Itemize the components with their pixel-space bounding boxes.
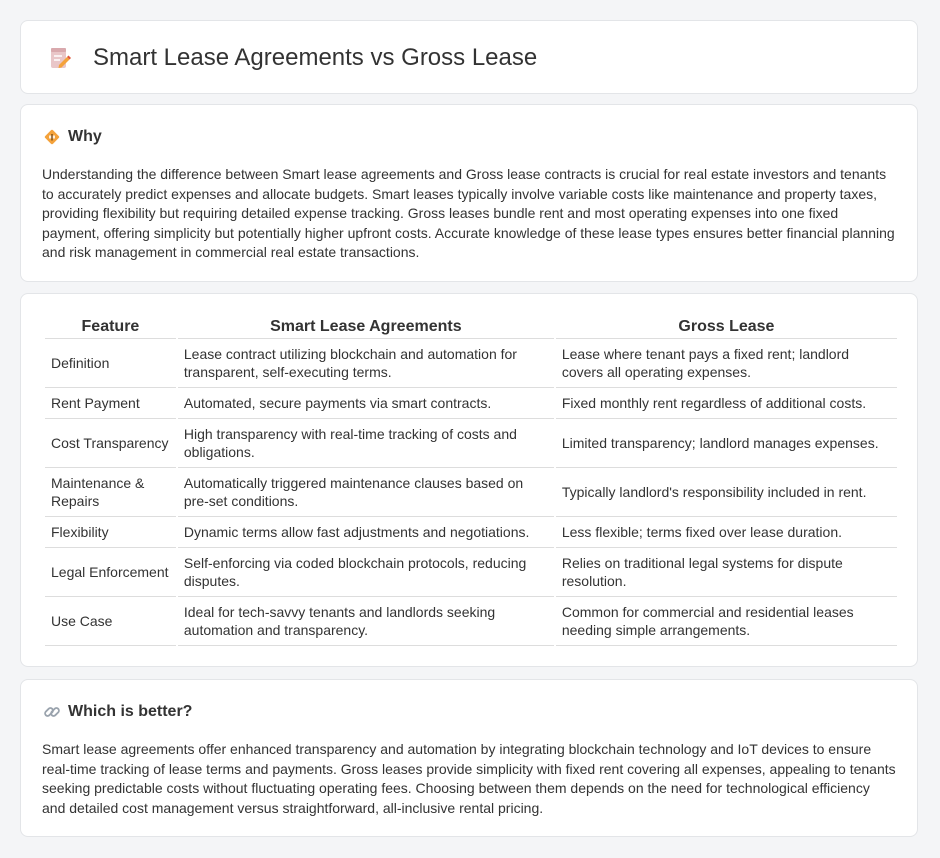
- smart-lease-cell: Ideal for tech-savvy tenants and landlords seeking automation and transparency.: [178, 597, 554, 646]
- smart-lease-cell: High transparency with real-time tracking of costs and obligations.: [178, 419, 554, 468]
- diamond-signpost-icon: [43, 128, 61, 146]
- feature-cell: Legal Enforcement: [45, 548, 176, 597]
- feature-cell: Flexibility: [45, 517, 176, 548]
- feature-cell: Maintenance & Repairs: [45, 468, 176, 517]
- title-row: [47, 43, 537, 73]
- smart-lease-cell: Dynamic terms allow fast adjustments and negotiations.: [178, 517, 554, 548]
- better-heading: [43, 702, 192, 722]
- smart-lease-cell: Lease contract utilizing blockchain and automation for transparent, self-executing terms.: [178, 339, 554, 388]
- better-text: Smart lease agreements offer enhanced transparency and automation by integrating blockchain technology and IoT devices to ensure real-time tracking of lease terms and payments. Gross leases provide simplicity with fixed rent covering all expenses, appealing to tenants seeking predictable costs without fluctuating operating fees. Choosing between them depends on the need for technological efficiency and detailed cost management versus straightforward, all-inclusive rental pricing.: [42, 741, 896, 816]
- feature-cell: Definition: [45, 339, 176, 388]
- table-row: [45, 419, 897, 468]
- smart-lease-cell: Automated, secure payments via smart contracts.: [178, 388, 554, 419]
- gross-lease-cell: Typically landlord's responsibility included in rent.: [556, 468, 897, 517]
- gross-lease-cell: Less flexible; terms fixed over lease duration.: [556, 517, 897, 548]
- document-edit-icon: [47, 45, 73, 71]
- table-row: [45, 548, 897, 597]
- better-title: Which is better?: [68, 703, 193, 720]
- table-row: [45, 388, 897, 419]
- comparison-table: [43, 316, 899, 646]
- smart-lease-cell: Automatically triggered maintenance clauses based on pre-set conditions.: [178, 468, 554, 517]
- table-row: [45, 597, 897, 646]
- why-text: Understanding the difference between Smart lease agreements and Gross lease contracts is crucial for real estate investors and tenants to accurately predict expenses and allocate budgets. Smart leases typically involve variable costs like maintenance and property taxes, providing flexibility but requiring detailed expense tracking. Gross leases bundle rent and most operating expenses into one fixed payment, offering simplicity but potentially higher upfront costs. Accurate knowledge of these lease types ensures better financial planning and risk management in commercial real estate transactions.: [42, 166, 895, 261]
- gross-lease-cell: Relies on traditional legal systems for dispute resolution.: [556, 548, 897, 597]
- link-icon: [43, 703, 61, 721]
- column-header-gross-lease: Gross Lease: [556, 316, 897, 339]
- gross-lease-cell: Lease where tenant pays a fixed rent; landlord covers all operating expenses.: [556, 339, 897, 388]
- smart-lease-cell: Self-enforcing via coded blockchain protocols, reducing disputes.: [178, 548, 554, 597]
- table-row: [45, 339, 897, 388]
- header-card: [20, 20, 918, 94]
- why-card: [20, 104, 918, 282]
- column-header-smart-lease: Smart Lease Agreements: [178, 316, 554, 339]
- feature-cell: Use Case: [45, 597, 176, 646]
- gross-lease-cell: Common for commercial and residential leases needing simple arrangements.: [556, 597, 897, 646]
- table-header-row: [45, 316, 897, 339]
- gross-lease-cell: Limited transparency; landlord manages expenses.: [556, 419, 897, 468]
- table-row: [45, 517, 897, 548]
- column-header-feature: Feature: [45, 316, 176, 339]
- comparison-card: [20, 293, 918, 667]
- better-card: [20, 679, 918, 837]
- gross-lease-cell: Fixed monthly rent regardless of additional costs.: [556, 388, 897, 419]
- table-row: [45, 468, 897, 517]
- feature-cell: Rent Payment: [45, 388, 176, 419]
- why-title: Why: [68, 128, 102, 145]
- page-title: Smart Lease Agreements vs Gross Lease: [93, 44, 538, 71]
- why-heading: [43, 127, 102, 147]
- feature-cell: Cost Transparency: [45, 419, 176, 468]
